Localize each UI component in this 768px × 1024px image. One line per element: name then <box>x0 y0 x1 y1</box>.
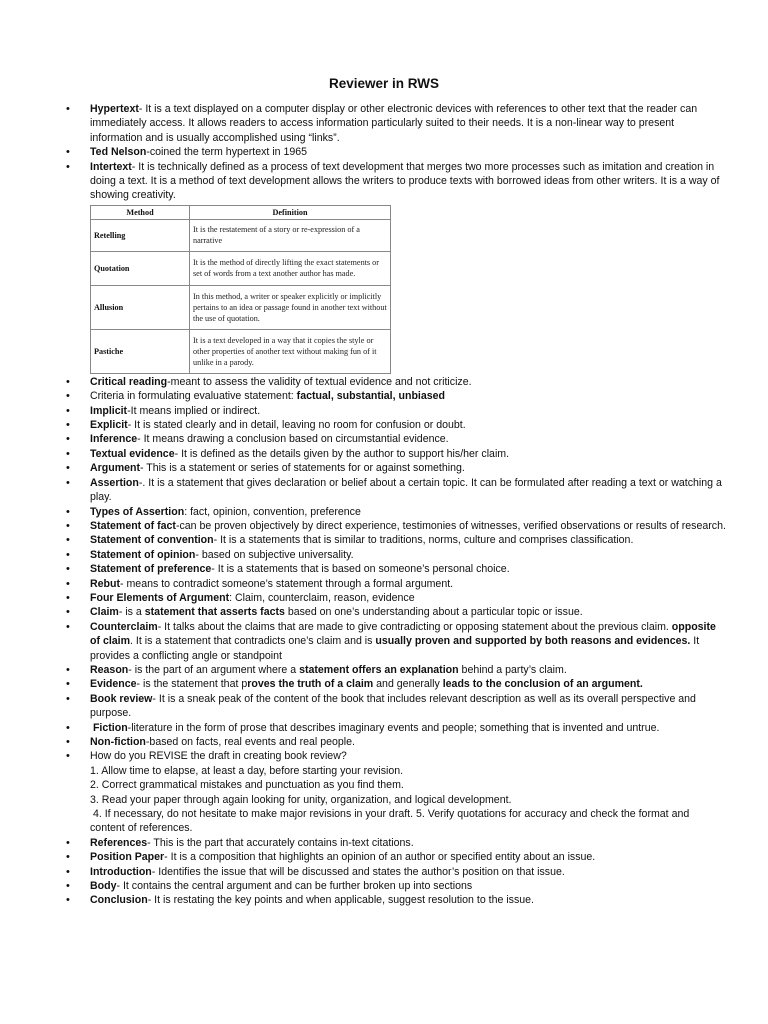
definition: -coined the term hypertext in 1965 <box>146 146 308 159</box>
term: Introduction <box>90 865 152 878</box>
definition-cell: It is the restatement of a story or re-expression of a narrative <box>190 219 391 251</box>
emphasis: usually proven and supported by both reasons and evidences. <box>375 635 691 648</box>
definition: -. It is a statement that gives declaration or belief about a certain topic. It can be formulated after reading a text or watching a play. <box>90 476 722 504</box>
term: References <box>90 836 148 849</box>
definition: - It is technically defined as a process of text development that merges two more processes such as imitation and creation in doing a text. It is a method of text development allows the writers to produce texts with borrowed ideas from other writers. It is a way of showing creativity. <box>90 160 720 202</box>
question: How do you REVISE the draft in creating book review? <box>90 750 347 763</box>
definition: -It means implied or indirect. <box>127 404 261 417</box>
definition: - It is a text displayed on a computer display or other electronic devices with references to other text that the reader can immediately access. It allows readers to access information particularly suited to their needs. It is a non-linear way to present information and is usually accomplished using “links”. <box>90 103 698 144</box>
table-row <box>91 329 391 373</box>
table-row <box>91 285 391 329</box>
definition: - It is restating the key points and when applicable, suggest resolution to the issue. <box>147 894 534 907</box>
term: Types of Assertion <box>90 505 185 518</box>
list-item <box>66 548 726 562</box>
method-cell: Quotation <box>91 251 190 285</box>
definition: - It is defined as the details given by the author to support his/her claim. <box>174 447 510 460</box>
method-cell: Retelling <box>91 219 190 251</box>
term: Hypertext <box>90 103 139 115</box>
emphasis: opposite of claim <box>90 620 716 648</box>
definition: - It talks about the claims that are made to give contradicting or opposing statement about the previous claim. <box>157 620 672 633</box>
list-item <box>66 663 726 677</box>
column-header-method: Method <box>91 205 190 219</box>
definition: - based on subjective universality. <box>195 548 354 561</box>
definition: : Claim, counterclaim, reason, evidence <box>229 591 415 604</box>
term: Rebut <box>90 577 121 590</box>
intertext-methods-table <box>90 205 391 374</box>
list-item <box>66 577 726 591</box>
definition: - It is a composition that highlights an opinion of an author or specified entity about an issue. <box>164 851 596 864</box>
term: Book review <box>90 692 153 705</box>
list-item <box>66 476 726 505</box>
list-item <box>66 620 726 663</box>
term: Argument <box>90 462 141 475</box>
definition: -meant to assess the validity of textual evidence and not criticize. <box>167 375 472 388</box>
revise-step: 2. Correct grammatical mistakes and punctuation as you find them. <box>90 779 404 792</box>
definition: - This is a statement or series of statements for or against something. <box>140 462 465 475</box>
list-item <box>66 836 726 850</box>
document-body <box>66 102 726 908</box>
list-item <box>66 160 726 203</box>
list-item <box>66 692 726 721</box>
term: Assertion <box>90 476 139 489</box>
definition: : fact, opinion, convention, preference <box>184 505 361 518</box>
list-item <box>66 721 726 735</box>
term: Position Paper <box>90 851 165 864</box>
term: Statement of preference <box>90 563 212 576</box>
term: Statement of convention <box>90 534 214 547</box>
definition: - This is the part that accurately contains in-text citations. <box>147 836 414 849</box>
definition: - It is a statements that is similar to traditions, norms, culture and comprises classification. <box>213 534 634 547</box>
emphasis: factual, substantial, unbiased <box>296 390 446 403</box>
definition: - is the part of an argument where a <box>128 663 300 676</box>
list-item <box>66 533 726 547</box>
term: Fiction <box>90 721 128 734</box>
definition: - It contains the central argument and can be further broken up into sections <box>116 880 473 893</box>
emphasis: statement offers an explanation <box>299 663 459 676</box>
list-item <box>66 505 726 519</box>
definition: - It is stated clearly and in detail, leaving no room for confusion or doubt. <box>127 419 466 432</box>
definition: - It is a sneak peak of the content of the book that includes relevant description as well as its overall perspective and purpose. <box>90 692 696 720</box>
definition: -can be proven objectively by direct experience, testimonies of witnesses, verified observations or results of research. <box>175 519 726 532</box>
table-row <box>91 219 391 251</box>
table-row <box>91 251 391 285</box>
intertext-methods-table-wrap <box>66 205 726 374</box>
revise-step: 3. Read your paper through again looking for unity, organization, and logical development. <box>90 793 512 806</box>
list-item <box>66 879 726 893</box>
list-item <box>66 850 726 864</box>
definition: Criteria in formulating evaluative statement: <box>90 390 297 403</box>
list-item <box>66 375 726 389</box>
list-item <box>66 865 726 879</box>
definition: - Identifies the issue that will be discussed and states the author’s position on that issue. <box>151 865 565 878</box>
list-item <box>66 591 726 605</box>
definition-cell: It is a text developed in a way that it copies the style or other properties of another text without making fun of it unlike in a parody. <box>190 329 391 373</box>
term: Non-fiction <box>90 736 146 748</box>
list-item <box>66 893 726 907</box>
list-item <box>66 447 726 461</box>
list-item <box>66 519 726 533</box>
emphasis: leads to the conclusion of an argument. <box>442 678 643 691</box>
method-cell: Allusion <box>91 285 190 329</box>
emphasis: statement that asserts facts <box>144 606 285 619</box>
list-item <box>66 418 726 432</box>
definition: and generally <box>373 678 443 691</box>
term: Intertext <box>90 160 132 173</box>
definition: -literature in the form of prose that describes imaginary events and people; something that is invented and untrue. <box>127 721 660 734</box>
list-item <box>66 735 726 749</box>
list-item <box>66 432 726 446</box>
emphasis: roves the truth of a claim <box>247 678 374 691</box>
definition: - It is a statements that is based on someone’s personal choice. <box>211 563 510 576</box>
term: Claim <box>90 606 119 619</box>
revise-step: 1. Allow time to elapse, at least a day, before starting your revision. <box>90 764 404 777</box>
bullet-list <box>66 375 726 908</box>
list-item <box>66 605 726 619</box>
definition: based on one’s understanding about a particular topic or issue. <box>284 606 583 619</box>
definition: It provides a conflicting angle or standpoint <box>90 635 700 662</box>
term: Explicit <box>90 419 128 432</box>
table-header-row <box>91 205 391 219</box>
list-item <box>66 461 726 475</box>
term: Inference <box>90 433 138 446</box>
definition: -based on facts, real events and real people. <box>145 736 355 748</box>
list-item <box>66 404 726 418</box>
term: Reason <box>90 663 129 676</box>
term: Statement of fact <box>90 519 176 532</box>
list-item <box>66 749 726 835</box>
definition: behind a party’s claim. <box>458 663 567 676</box>
definition-cell: In this method, a writer or speaker explicitly or implicitly pertains to an idea or passage found in another text without the use of quotation. <box>190 285 391 329</box>
list-item <box>66 102 726 145</box>
list-item <box>66 562 726 576</box>
revise-step: 4. If necessary, do not hesitate to make major revisions in your draft. 5. Verify quotations for accuracy and check the format and content of references. <box>90 808 693 835</box>
column-header-definition: Definition <box>190 205 391 219</box>
term: Statement of opinion <box>90 548 196 561</box>
term: Four Elements of Argument <box>90 591 230 604</box>
term: Ted Nelson <box>90 146 147 159</box>
term: Implicit <box>90 404 128 417</box>
method-cell: Pastiche <box>91 329 190 373</box>
definition: - is the statement that p <box>136 678 248 691</box>
definition: - It means drawing a conclusion based on circumstantial evidence. <box>137 433 449 446</box>
page-title: Reviewer in RWS <box>328 76 440 91</box>
definition-cell: It is the method of directly lifting the exact statements or set of words from a text another author has made. <box>190 251 391 285</box>
list-item <box>66 677 726 691</box>
definition: - is a <box>118 606 145 619</box>
term: Counterclaim <box>90 620 158 633</box>
term: Evidence <box>90 678 137 691</box>
term: Body <box>90 880 117 893</box>
definition: - means to contradict someone’s statement through a formal argument. <box>120 577 454 590</box>
list-item <box>66 389 726 403</box>
bullet-list <box>66 102 726 203</box>
term: Textual evidence <box>90 447 175 460</box>
list-item <box>66 145 726 159</box>
term: Critical reading <box>90 375 168 388</box>
term: Conclusion <box>90 894 148 907</box>
definition: . It is a statement that contradicts one’s claim and is <box>130 635 376 648</box>
